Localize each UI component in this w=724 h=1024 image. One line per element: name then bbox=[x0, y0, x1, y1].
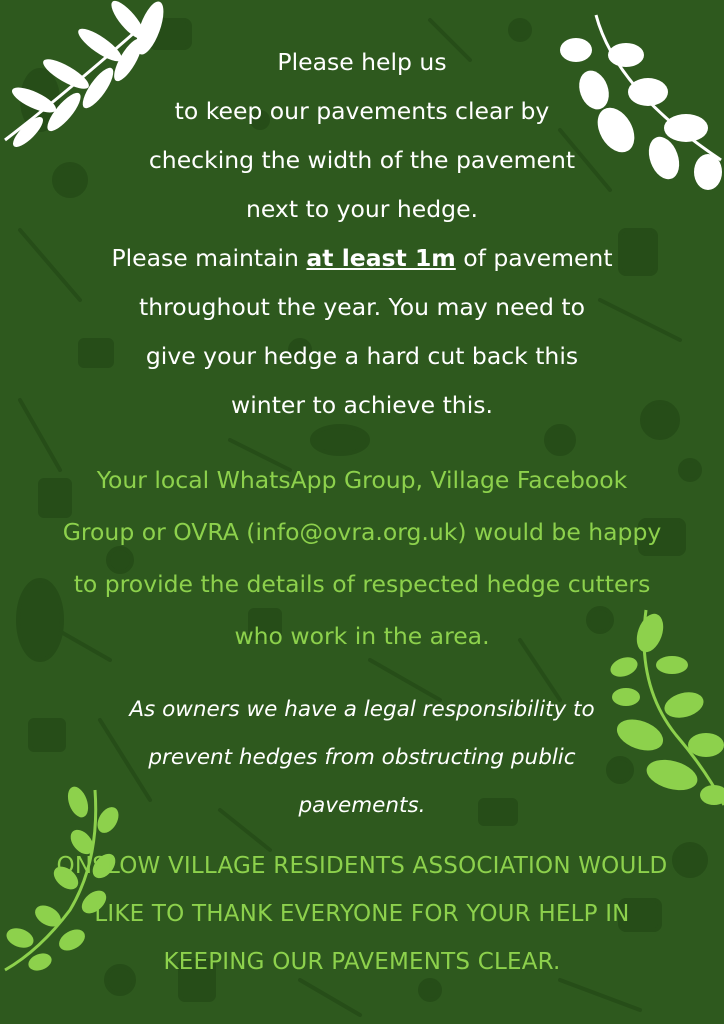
intro-line: winter to achieve this. bbox=[231, 391, 493, 419]
legal-responsibility-text bbox=[0, 686, 724, 830]
pavement-request-text bbox=[0, 38, 724, 430]
intro-line: next to your hedge. bbox=[245, 195, 479, 223]
thanks-line: LIKE TO THANK EVERYONE FOR YOUR HELP IN bbox=[94, 901, 630, 927]
thank-you-text bbox=[0, 842, 724, 986]
maintain-emphasis: at least 1m bbox=[306, 244, 456, 272]
intro-line: Please help us bbox=[277, 48, 447, 76]
contact-line: who work in the area. bbox=[234, 622, 490, 650]
intro-line: throughout the year. You may need to bbox=[139, 293, 585, 321]
legal-line: prevent hedges from obstructing public bbox=[148, 745, 576, 770]
legal-line: pavements. bbox=[298, 793, 426, 818]
intro-line: give your hedge a hard cut back this bbox=[145, 342, 579, 370]
contact-line: Your local WhatsApp Group, Village Facebook bbox=[96, 466, 628, 494]
hedge-cutter-contacts-text bbox=[0, 454, 724, 662]
maintain-line bbox=[0, 234, 724, 283]
legal-line: As owners we have a legal responsibility to bbox=[129, 697, 595, 722]
maintain-after: of pavement bbox=[455, 244, 613, 272]
intro-line: to keep our pavements clear by bbox=[174, 97, 550, 125]
contact-line: to provide the details of respected hedge cutters bbox=[73, 570, 651, 598]
contact-line: Group or OVRA (info@ovra.org.uk) would be happy bbox=[62, 518, 662, 546]
intro-line: checking the width of the pavement bbox=[148, 146, 576, 174]
thanks-line: ONSLOW VILLAGE RESIDENTS ASSOCIATION WOULD bbox=[56, 853, 668, 879]
maintain-before: Please maintain bbox=[111, 244, 307, 272]
thanks-line: KEEPING OUR PAVEMENTS CLEAR. bbox=[163, 949, 561, 975]
